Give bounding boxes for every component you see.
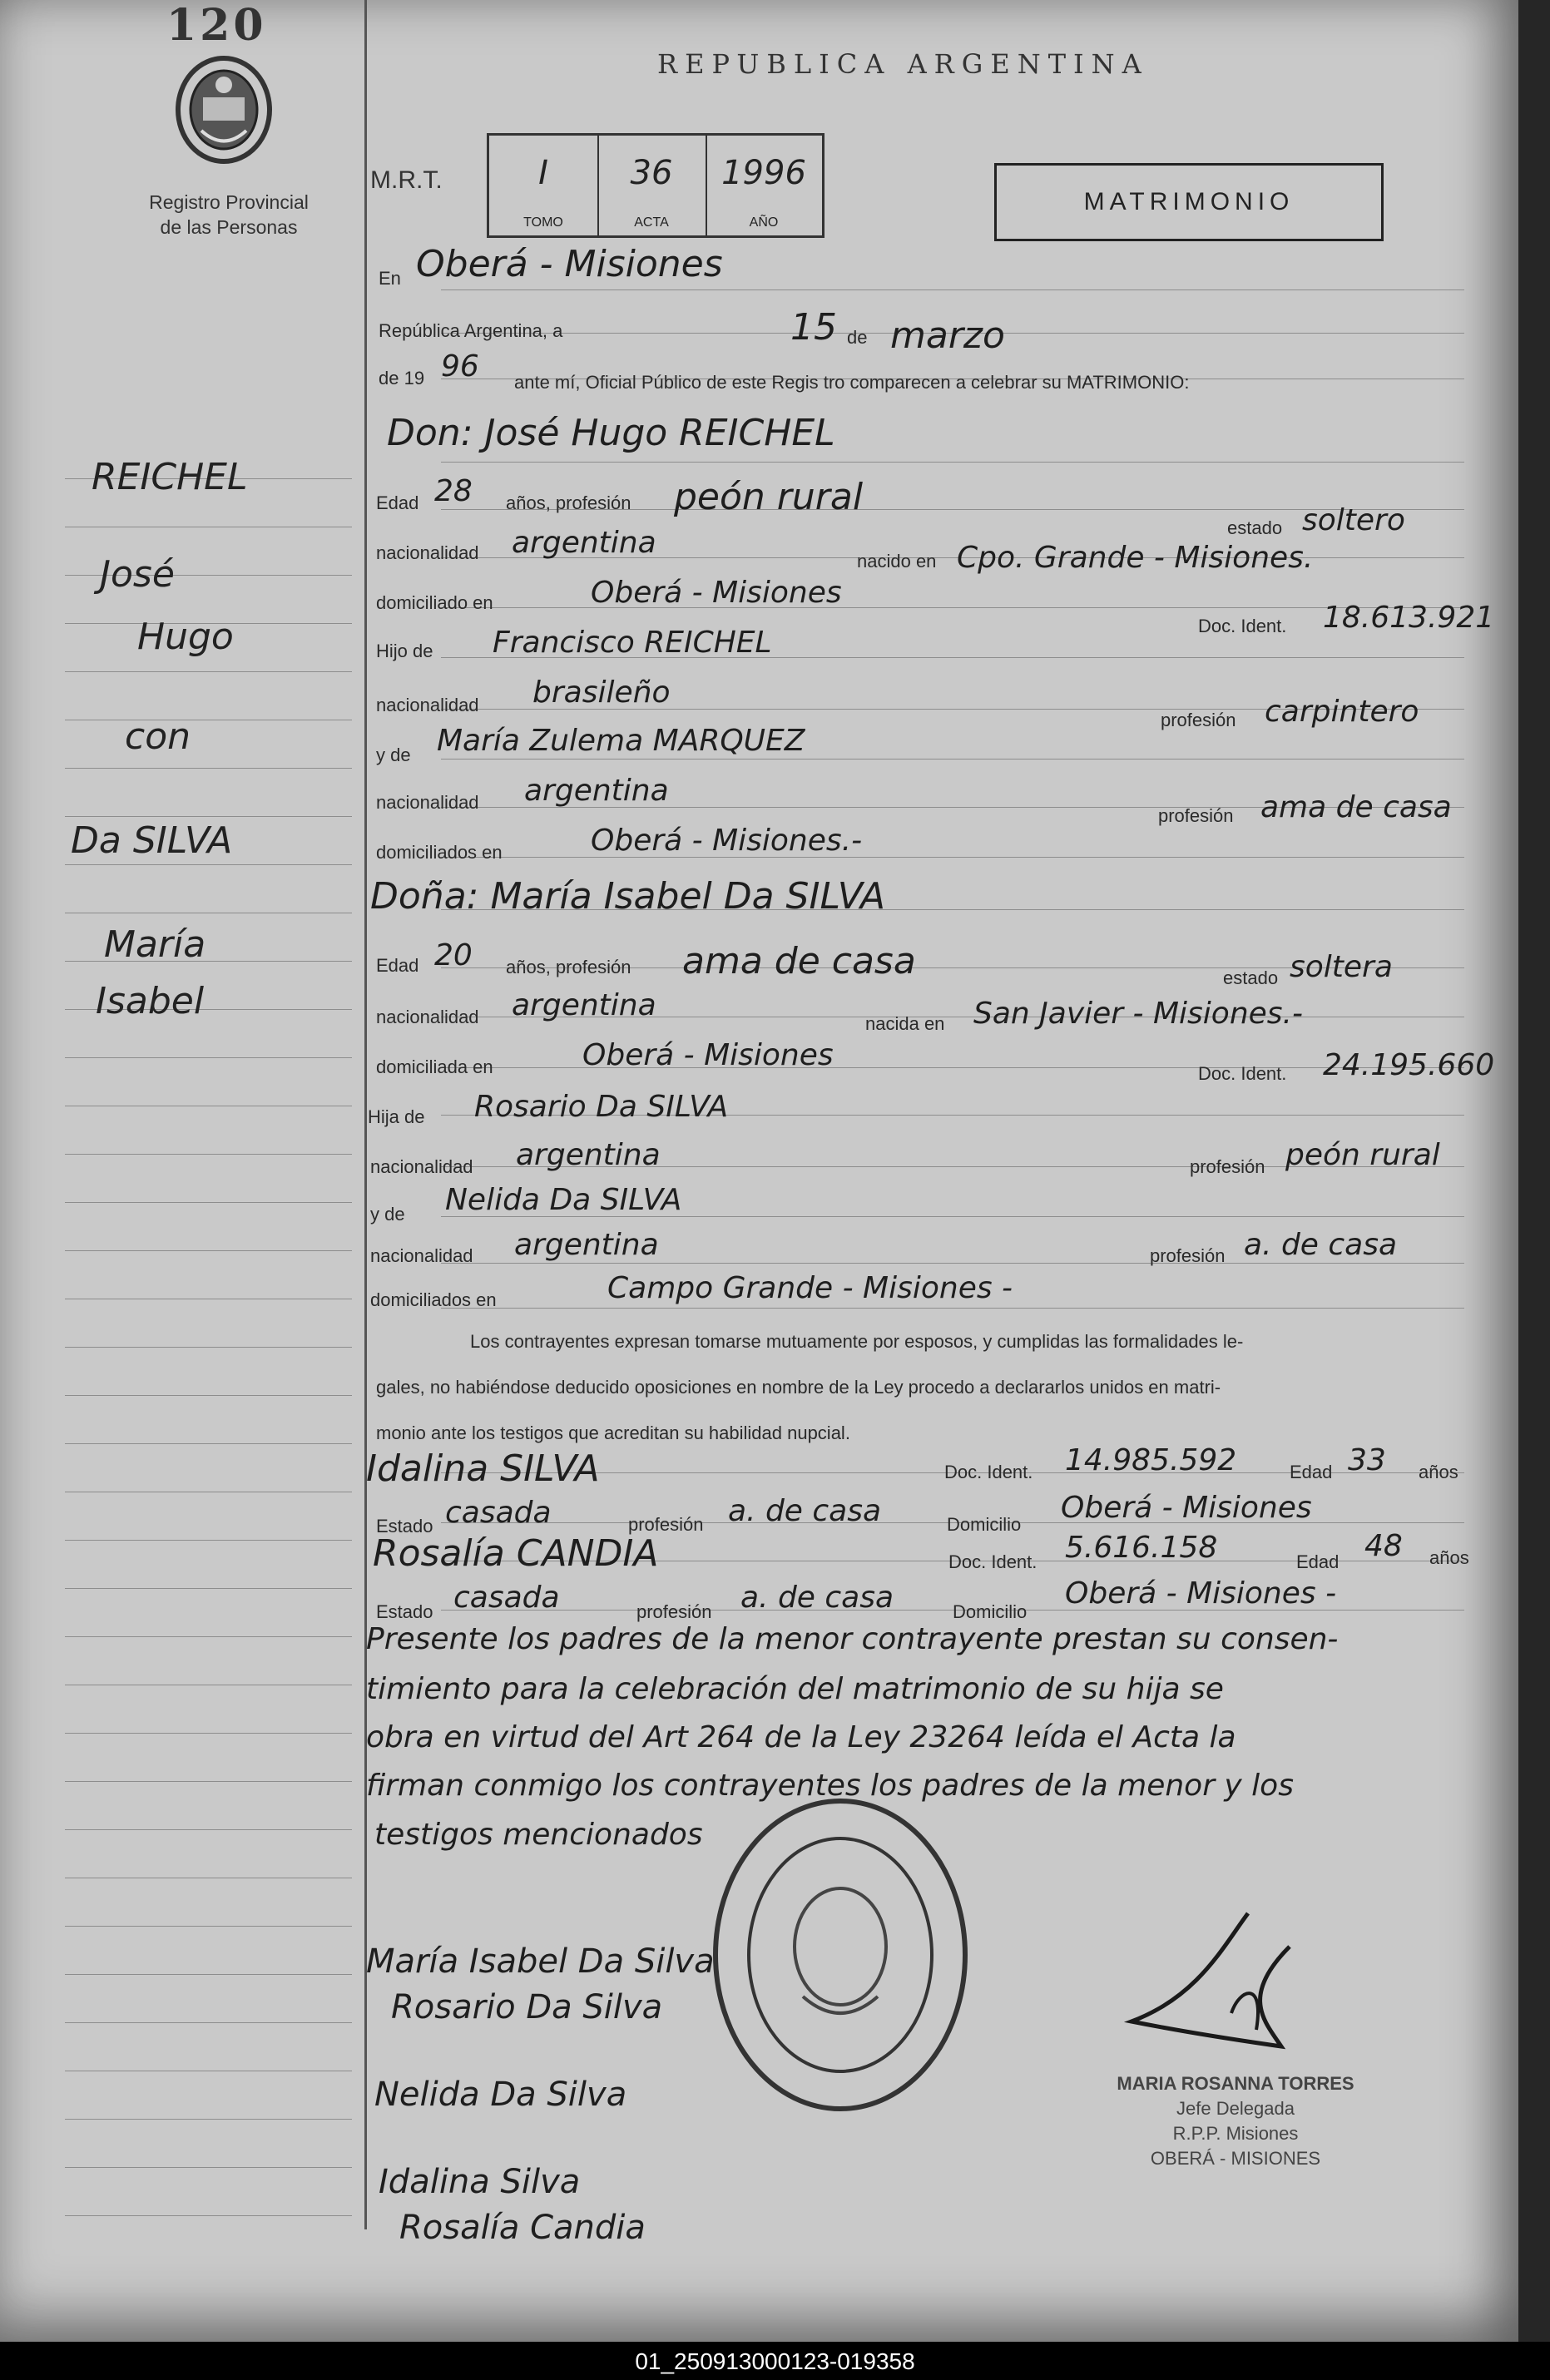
margin-rule-line xyxy=(65,1974,352,1975)
margin-rule-line xyxy=(65,1588,352,1589)
witness1-age: 33 xyxy=(1348,1443,1386,1477)
label-profesion-groom: años, profesión xyxy=(506,492,631,513)
bride-father: Rosario Da SILVA xyxy=(474,1090,729,1124)
witness1-doc: 14.985.592 xyxy=(1065,1443,1237,1477)
label-doc-w2: Doc. Ident. xyxy=(948,1551,1037,1572)
signature-bride: María Isabel Da Silva xyxy=(366,1942,715,1981)
label-domicilio-w1: Domicilio xyxy=(947,1514,1022,1535)
document-type-box: MATRIMONIO xyxy=(994,163,1384,241)
mrt-reference-box xyxy=(487,133,825,238)
bride-doc: 24.195.660 xyxy=(1323,1048,1495,1082)
bride-age: 20 xyxy=(434,938,473,972)
mrt-tomo xyxy=(489,136,599,235)
margin-rule-line xyxy=(65,1540,352,1541)
margin-rule-line xyxy=(65,1636,352,1637)
label-nacido-en: nacido en xyxy=(857,551,937,571)
margin-note-given-1: José xyxy=(100,553,175,596)
margin-rule-line xyxy=(65,2022,352,2023)
margin-rule-line xyxy=(65,2119,352,2120)
mrt-acta xyxy=(597,136,707,235)
label-prof-bride-father: profesión xyxy=(1190,1156,1265,1177)
country-header: REPUBLICA ARGENTINA xyxy=(657,48,1149,80)
signature-witness1: Idalina Silva xyxy=(379,2163,581,2201)
formula-line-3: monio ante los testigos que acreditan su habilidad nupcial. xyxy=(376,1423,850,1443)
label-prof-w2: profesión xyxy=(636,1601,712,1622)
margin-rule-line xyxy=(65,1829,352,1830)
registry-line-2: de las Personas xyxy=(160,216,298,238)
margin-rule-line xyxy=(65,2215,352,2216)
groom-father: Francisco REICHEL xyxy=(493,626,772,660)
label-anos-w2: años xyxy=(1429,1547,1469,1568)
official-stamp-icon xyxy=(703,1789,978,2121)
margin-rule-line xyxy=(65,1395,352,1396)
witness2-profession: a. de casa xyxy=(740,1581,894,1615)
margin-note-surname-2: Da SILVA xyxy=(71,819,233,862)
officer-office: R.P.P. Misiones xyxy=(1172,2123,1299,2144)
witness1-profession: a. de casa xyxy=(728,1494,882,1528)
officer-signature-icon xyxy=(1098,1897,1348,2088)
margin-rule-line xyxy=(65,1347,352,1348)
label-domiciliada: domiciliada en xyxy=(376,1056,493,1077)
formula-line-1: Los contrayentes expresan tomarse mutuamente por esposos, y cumplidas las formalidades le- xyxy=(470,1331,1244,1352)
label-estado-bride: estado xyxy=(1223,967,1279,988)
bride-nationality: argentina xyxy=(512,988,656,1022)
margin-divider xyxy=(364,0,367,2229)
margin-note-given-3: María xyxy=(104,923,206,966)
margin-rule-line xyxy=(65,1154,352,1155)
margin-note-surname-1: REICHEL xyxy=(92,456,248,498)
witness2-address: Oberá - Misiones - xyxy=(1065,1576,1337,1611)
groom-father-profession: carpintero xyxy=(1265,695,1419,729)
officer-signature-block xyxy=(1065,2071,1406,2171)
witness2-age: 48 xyxy=(1364,1529,1403,1563)
registry-line-1: Registro Provincial xyxy=(149,191,309,213)
signature-witness2: Rosalía Candia xyxy=(399,2209,646,2247)
label-profesion-bride: años, profesión xyxy=(506,957,631,977)
act-place: Oberá - Misiones xyxy=(416,243,723,285)
image-id-footer: 01_250913000123-019358 xyxy=(635,2348,915,2374)
witness1-name: Idalina SILVA xyxy=(366,1447,600,1490)
mrt-label: M.R.T. xyxy=(370,166,443,194)
bride-mother-profession: a. de casa xyxy=(1244,1228,1398,1262)
label-domiciliado: domiciliado en xyxy=(376,592,493,613)
label-ante: ante mí, Oficial Público de este Regis tro comparecen a celebrar su MATRIMONIO: xyxy=(514,372,1190,393)
margin-rule-line xyxy=(65,1733,352,1734)
label-nacionalidad-bride: nacionalidad xyxy=(376,1007,479,1027)
formula-line-2: gales, no habiéndose deducido oposiciones en nombre de la Ley procedo a declararlos unidos en matri- xyxy=(376,1377,1221,1398)
bride-address: Oberá - Misiones xyxy=(582,1038,834,1072)
label-doc-bride: Doc. Ident. xyxy=(1198,1063,1287,1084)
witness2-status: casada xyxy=(453,1581,560,1615)
margin-rule-line xyxy=(65,864,352,865)
label-prof-bride-mother: profesión xyxy=(1150,1245,1226,1266)
provincial-shield-icon xyxy=(168,52,280,168)
label-en: En xyxy=(379,268,401,289)
registry-name xyxy=(108,190,349,240)
margin-rule-line xyxy=(65,1250,352,1251)
groom-father-nationality: brasileño xyxy=(532,675,671,710)
officer-location: OBERÁ - MISIONES xyxy=(1150,2148,1321,2169)
label-estado-w2: Estado xyxy=(376,1601,433,1622)
groom-mother-profession: ama de casa xyxy=(1260,790,1452,824)
note-line-2: timiento para la celebración del matrimonio de su hija se xyxy=(366,1672,1224,1706)
form-rule-line xyxy=(441,289,1464,290)
label-doc-groom: Doc. Ident. xyxy=(1198,616,1287,636)
label-edad-w2: Edad xyxy=(1296,1551,1340,1572)
label-nac-bride-father: nacionalidad xyxy=(370,1156,473,1177)
witness1-status: casada xyxy=(445,1496,552,1530)
label-edad-groom: Edad xyxy=(376,492,419,513)
form-rule-line xyxy=(441,1308,1464,1309)
bride-birthplace: San Javier - Misiones.- xyxy=(973,997,1303,1031)
mrt-tomo-value: I xyxy=(538,154,548,192)
groom-nationality: argentina xyxy=(512,526,656,560)
bride-father-profession: peón rural xyxy=(1285,1138,1440,1172)
margin-rule-line xyxy=(65,1781,352,1782)
note-line-1: Presente los padres de la menor contrayente prestan su consen- xyxy=(366,1622,1339,1656)
margin-rule-line xyxy=(65,816,352,817)
label-domiciliados-bride: domiciliados en xyxy=(370,1289,497,1310)
officer-name: MARIA ROSANNA TORRES xyxy=(1117,2073,1354,2094)
label-nac-bride-mother: nacionalidad xyxy=(370,1245,473,1266)
mrt-anio-caption: AÑO xyxy=(749,215,779,230)
bride-parents-address: Campo Grande - Misiones - xyxy=(607,1271,1013,1305)
label-hijo-de: Hijo de xyxy=(376,641,433,661)
bride-name: Doña: María Isabel Da SILVA xyxy=(370,875,885,918)
groom-parents-address: Oberá - Misiones.- xyxy=(591,824,863,858)
label-prof-w1: profesión xyxy=(628,1514,704,1535)
mrt-anio-value: 1996 xyxy=(721,154,806,192)
bride-status: soltera xyxy=(1290,950,1393,984)
act-month: marzo xyxy=(890,314,1005,357)
page-edge xyxy=(1518,0,1550,2342)
act-year: 96 xyxy=(441,349,479,383)
margin-rule-line xyxy=(65,1057,352,1058)
label-estado-groom: estado xyxy=(1227,517,1283,538)
label-nacida-en: nacida en xyxy=(865,1013,945,1034)
note-line-5: testigos mencionados xyxy=(374,1818,703,1852)
label-prof-groom-mother: profesión xyxy=(1158,805,1234,826)
label-hija-de: Hija de xyxy=(368,1106,425,1127)
label-nacionalidad-groom: nacionalidad xyxy=(376,542,479,563)
label-nac-groom-father: nacionalidad xyxy=(376,695,479,715)
label-anos-w1: años xyxy=(1419,1462,1458,1482)
bride-mother: Nelida Da SILVA xyxy=(445,1183,682,1217)
witness2-doc: 5.616.158 xyxy=(1065,1531,1218,1565)
margin-rule-line xyxy=(65,768,352,769)
label-domicilio-w2: Domicilio xyxy=(953,1601,1028,1622)
groom-age: 28 xyxy=(434,474,473,508)
witness2-name: Rosalía CANDIA xyxy=(373,1532,659,1575)
groom-birthplace: Cpo. Grande - Misiones. xyxy=(957,541,1314,575)
label-edad-bride: Edad xyxy=(376,955,419,976)
margin-rule-line xyxy=(65,1202,352,1203)
label-prof-groom-father: profesión xyxy=(1161,710,1236,730)
officer-title: Jefe Delegada xyxy=(1176,2098,1295,2119)
margin-note-con: con xyxy=(125,715,191,758)
label-de-19: de 19 xyxy=(379,368,425,388)
label-edad-w1: Edad xyxy=(1290,1462,1333,1482)
mrt-anio xyxy=(706,136,822,235)
groom-mother-nationality: argentina xyxy=(524,774,669,808)
groom-doc: 18.613.921 xyxy=(1323,601,1495,635)
margin-rule-line xyxy=(65,671,352,672)
mrt-tomo-caption: TOMO xyxy=(523,215,563,230)
label-y-de-groom: y de xyxy=(376,745,411,765)
groom-profession: peón rural xyxy=(674,476,864,518)
note-line-3: obra en virtud del Art 264 de la Ley 23264 leída el Acta la xyxy=(366,1720,1236,1754)
label-y-de-bride: y de xyxy=(370,1204,405,1225)
groom-status: soltero xyxy=(1302,503,1405,537)
form-rule-line xyxy=(441,759,1464,760)
act-day: 15 xyxy=(790,306,837,349)
signature-bride-mother: Nelida Da Silva xyxy=(374,2076,627,2114)
signature-bride-father: Rosario Da Silva xyxy=(391,1988,663,2026)
label-doc-w1: Doc. Ident. xyxy=(944,1462,1033,1482)
label-domiciliados-groom: domiciliados en xyxy=(376,842,503,863)
label-republica: República Argentina, a xyxy=(379,320,563,341)
form-rule-line xyxy=(441,1263,1464,1264)
margin-rule-line xyxy=(65,2167,352,2168)
groom-name: Don: José Hugo REICHEL xyxy=(387,412,835,454)
witness1-address: Oberá - Misiones xyxy=(1061,1491,1312,1525)
mrt-acta-value: 36 xyxy=(630,154,673,192)
label-nac-groom-mother: nacionalidad xyxy=(376,792,479,813)
margin-note-given-4: Isabel xyxy=(96,980,205,1022)
form-rule-line xyxy=(441,462,1464,463)
groom-mother: María Zulema MARQUEZ xyxy=(437,724,805,758)
bride-profession: ama de casa xyxy=(682,940,916,982)
bride-mother-nationality: argentina xyxy=(514,1228,659,1262)
label-estado-w1: Estado xyxy=(376,1516,433,1536)
groom-address: Oberá - Misiones xyxy=(591,576,842,610)
margin-rule-line xyxy=(65,1926,352,1927)
folio-number: 120 xyxy=(166,0,267,51)
label-de: de xyxy=(847,327,868,348)
note-line-4: firman conmigo los contrayentes los padres de la menor y los xyxy=(366,1769,1294,1803)
margin-rule-line xyxy=(65,1443,352,1444)
bride-father-nationality: argentina xyxy=(516,1138,661,1172)
margin-note-given-2: Hugo xyxy=(137,616,234,658)
mrt-acta-caption: ACTA xyxy=(634,215,669,230)
